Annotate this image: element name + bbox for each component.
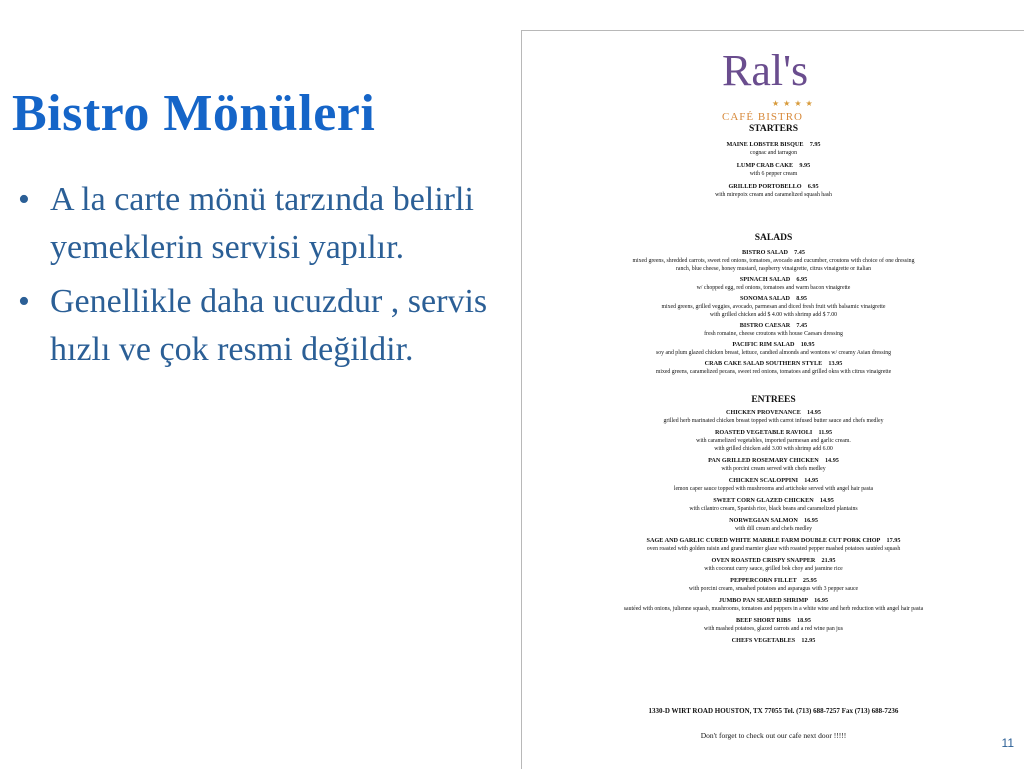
logo-stars-icon: ★ ★ ★ ★	[772, 99, 814, 108]
menu-item-name: LUMP CRAB CAKE	[736, 162, 794, 169]
menu-item	[522, 341, 1024, 357]
menu-item-name: MAINE LOBSTER BISQUE	[726, 141, 804, 148]
menu-item-price: 6.95	[796, 276, 808, 283]
menu-item-name: SAGE AND GARLIC CURED WHITE MARBLE FARM DOUBLE CUT PORK CHOP	[646, 537, 881, 544]
menu-item	[522, 457, 1024, 473]
address-line: 1330-D WIRT ROAD HOUSTON, TX 77055 Tel. (713) 688-7257 Fax (713) 688-7236	[648, 707, 899, 715]
menu-item	[522, 249, 1024, 273]
logo-name: Ral's	[722, 46, 809, 95]
menu-item	[522, 322, 1024, 338]
menu-item-name: OVEN ROASTED CRISPY SNAPPER	[711, 557, 816, 564]
menu-item-price: 17.95	[886, 537, 901, 544]
menu-item-description: fresh romaine, cheese croutons with house Caesars dressing	[704, 331, 843, 337]
menu-item-description: with grilled chicken add $ 4.00 with shrimp add $ 7.00	[709, 312, 838, 318]
menu-item-price: 11.95	[818, 429, 833, 436]
menu-item	[522, 409, 1024, 425]
bullet-item	[14, 278, 504, 374]
menu-item	[522, 183, 1024, 199]
menu-item-price: 13.95	[828, 360, 843, 367]
bullet-text: A la carte mönü tarzında belirli yemeklerin servisi yapılır.	[50, 181, 474, 266]
menu-item-description: sautéed with onions, julienne squash, mushrooms, tomatoes and peppers in a white wine and herb reduction with angel hair pasta	[623, 606, 924, 612]
menu-item-name: BISTRO SALAD	[742, 249, 788, 256]
menu-item	[522, 517, 1024, 533]
menu-item-description: grilled herb marinated chicken breast topped with carrot infused butter sauce and chefs medley	[663, 418, 884, 424]
menu-item-name: PEPPERCORN FILLET	[730, 577, 797, 584]
menu-item-name: BISTRO CAESAR	[739, 322, 791, 329]
menu-item-price: 16.95	[814, 597, 829, 604]
menu-item-price: 14.95	[819, 497, 834, 504]
menu-item-description: with porcini cream served with chefs medley	[721, 466, 826, 472]
menu-item-name: SPINACH SALAD	[739, 276, 791, 283]
menu-item-price: 18.95	[797, 617, 811, 624]
menu-item	[522, 577, 1024, 593]
menu-item-name: CHICKEN SCALOPPINI	[728, 477, 799, 484]
menu-item-description: oven roasted with golden raisin and grand marnier glaze with roasted pepper mashed potatoes sautéed squash	[646, 546, 901, 552]
menu-item-name: CHICKEN PROVENANCE	[726, 409, 801, 416]
menu-item-description: cognac and tarragon	[750, 150, 797, 156]
menu-item-price: 7.45	[796, 322, 808, 329]
menu-item	[522, 295, 1024, 319]
menu-item-description: with dill cream and chefs medley	[734, 526, 813, 532]
bullet-dot-icon: •	[18, 283, 30, 320]
menu-item-name: JUMBO PAN SEARED SHRIMP	[718, 597, 808, 604]
menu-item-description: mixed greens, caramelized pecans, sweet red onions, tomatoes and grilled okra with citrus vinaigrette	[655, 369, 892, 375]
menu-item-description: mixed greens, shredded carrots, sweet red onions, tomatoes, avocado and cucumber, croutons with choice of one dressing	[632, 258, 915, 264]
page-number: 11	[1001, 736, 1014, 750]
menu-item-description: soy and plum glazed chicken breast, lettuce, candied almonds and wontons w/ creamy Asian dressing	[655, 350, 892, 356]
menu-item	[522, 537, 1024, 553]
rals-logo	[722, 46, 822, 123]
menu-item	[522, 617, 1024, 633]
menu-item-description: with caramelized vegetables, imported parmesan and garlic cream.	[696, 438, 851, 444]
menu-item	[522, 597, 1024, 613]
menu-item-price: 14.95	[804, 477, 819, 484]
menu-item	[522, 276, 1024, 292]
menu-item	[522, 497, 1024, 513]
menu-item-description: with cilantro cream, Spanish rice, black beans and caramelized plantains	[689, 506, 858, 512]
menu-item-price: 12.95	[801, 637, 816, 644]
entrees-heading: ENTREES	[751, 395, 796, 405]
menu-item-name: PACIFIC RIM SALAD	[732, 341, 795, 348]
menu-item	[522, 557, 1024, 573]
menu-item-price: 10.95	[800, 341, 815, 348]
menu-item-name: BEEF SHORT RIBS	[736, 617, 791, 624]
menu-item-price: 8.95	[796, 295, 808, 302]
menu-image	[521, 30, 1024, 769]
slide-title: Bistro Mönüleri	[12, 85, 376, 142]
menu-item-price: 25.95	[802, 577, 817, 584]
menu-item-description: with 6 pepper cream	[749, 171, 798, 177]
bullet-item	[14, 176, 504, 272]
menu-item	[522, 429, 1024, 453]
menu-item-price: 6.95	[807, 183, 819, 190]
bullet-list	[14, 176, 504, 380]
menu-item-description: with mirepoix cream and caramelized squash hash	[715, 192, 832, 198]
menu-item-price: 14.95	[807, 409, 821, 416]
menu-item-price: 7.45	[794, 249, 805, 256]
menu-item-description: with grilled chicken add 3.00 with shrimp add 6.00	[714, 446, 833, 452]
menu-item-description: with coconut curry sauce, grilled bok choy and jasmine rice	[704, 566, 843, 572]
bullet-text: Genellikle daha ucuzdur , servis hızlı ve çok resmi değildir.	[50, 283, 488, 368]
starters-heading: STARTERS	[748, 124, 799, 134]
menu-item-name: PAN GRILLED ROSEMARY CHICKEN	[708, 457, 819, 464]
menu-item-description: w/ chopped egg, red onions, tomatoes and warm bacon vinaigrette	[696, 285, 851, 291]
menu-item	[522, 637, 1024, 645]
menu-item-name: GRILLED PORTOBELLO	[728, 183, 802, 190]
menu-item-price: 14.95	[824, 457, 839, 464]
menu-item	[522, 477, 1024, 493]
menu-item	[522, 141, 1024, 157]
menu-item-name: CHEFS VEGETABLES	[731, 637, 796, 644]
logo-subtitle: CAFÉ BISTRO	[722, 111, 803, 123]
menu-item-price: 16.95	[803, 517, 818, 524]
salads-heading: SALADS	[754, 233, 793, 243]
menu-item-price: 21.95	[821, 557, 836, 564]
menu-item-name: ROASTED VEGETABLE RAVIOLI	[714, 429, 813, 436]
menu-item-price: 7.95	[809, 141, 821, 148]
menu-item-name: CRAB CAKE SALAD SOUTHERN STYLE	[704, 360, 823, 367]
menu-item	[522, 162, 1024, 178]
menu-item-description: with mashed potatoes, glazed carrots and a red wine pan jus	[704, 626, 843, 632]
menu-item	[522, 360, 1024, 376]
bullet-dot-icon: •	[18, 181, 30, 218]
footer-note: Don't forget to check out our cafe next door !!!!!	[700, 731, 847, 740]
menu-item-name: NORWEGIAN SALMON	[729, 517, 798, 524]
menu-item-name: SONOMA SALAD	[739, 295, 790, 302]
menu-item-description: mixed greens, grilled veggies, avocado, parmesan and diced fresh fruit with balsamic vinaigrette	[661, 304, 886, 310]
menu-item-description: with porcini cream, smashed potatoes and asparagus with 3 pepper sauce	[688, 586, 859, 592]
menu-item-description: ranch, blue cheese, honey mustard, raspberry vinaigrette, citrus vinaigrette or italian	[675, 266, 872, 272]
menu-item-name: SWEET CORN GLAZED CHICKEN	[713, 497, 814, 504]
menu-item-price: 9.95	[799, 162, 811, 169]
menu-item-description: lemon caper sauce topped with mushrooms and artichoke served with angel hair pasta	[673, 486, 874, 492]
